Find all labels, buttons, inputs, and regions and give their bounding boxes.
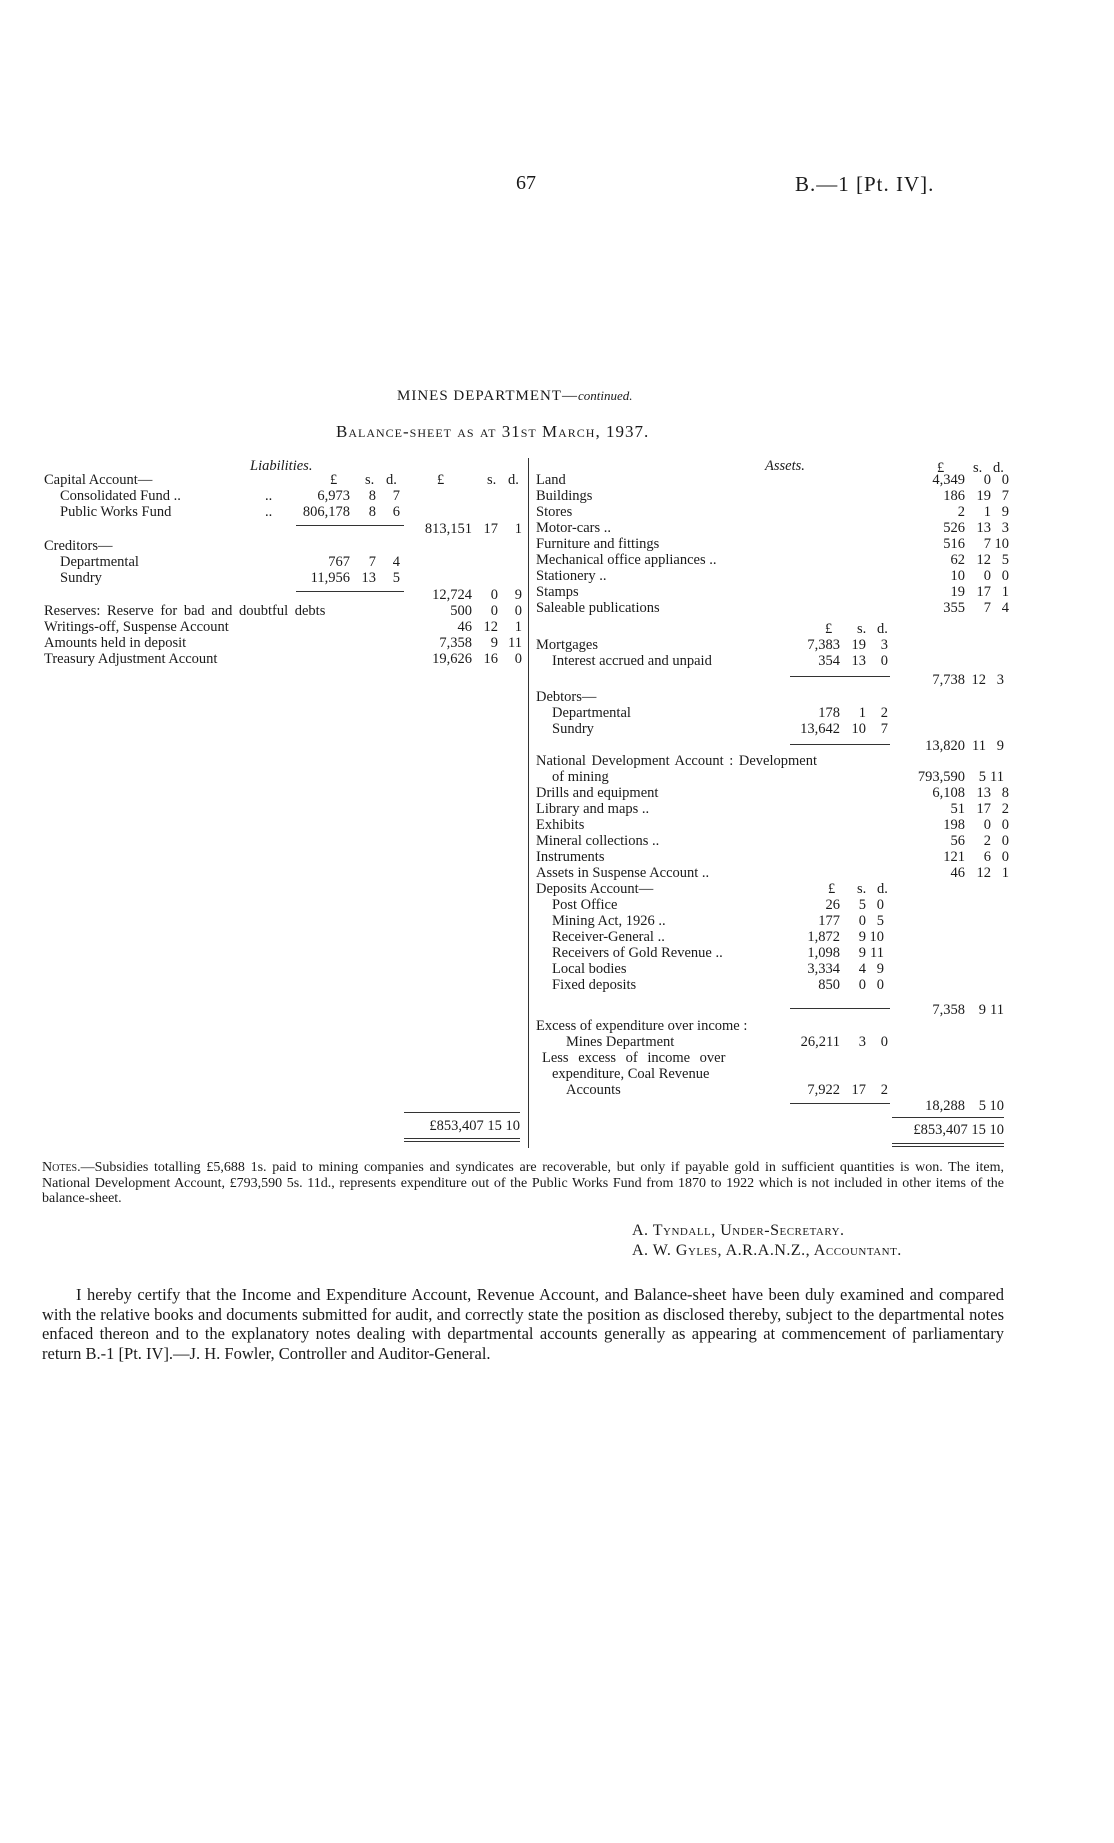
mortgages-col-pound: £ xyxy=(825,621,833,637)
mines-department-pounds: 26,211 xyxy=(800,1034,840,1050)
mortgages-pounds: 7,383 xyxy=(807,637,840,653)
interest-label: Interest accrued and unpaid xyxy=(552,653,712,669)
mines-department-label: Mines Department xyxy=(566,1034,675,1050)
deposits-total-shillings: 9 xyxy=(978,1002,986,1018)
leader-dots: .. xyxy=(265,504,273,520)
deposit-row-pounds: 1,098 xyxy=(807,945,840,961)
capital-total-shillings: 17 xyxy=(483,521,498,537)
mortgages-label: Mortgages xyxy=(536,637,599,653)
subtotal-rule xyxy=(296,525,404,526)
public-works-fund-pounds: 806,178 xyxy=(302,504,350,520)
liab-total-col-d: d. xyxy=(508,472,519,488)
asset-row-pence: 0 xyxy=(1001,472,1009,488)
interest-pounds: 354 xyxy=(818,653,840,669)
leader-dots: .. xyxy=(265,488,273,504)
consolidated-fund-label: Consolidated Fund .. xyxy=(60,488,181,504)
deposit-row-shillings: 9 xyxy=(858,945,866,961)
debtors-departmental-pounds: 178 xyxy=(818,705,840,721)
debtors-sundry-pence: 7 xyxy=(880,721,888,737)
asset-row-label: Exhibits xyxy=(536,817,585,833)
asset-row-shillings: 0 xyxy=(983,568,991,584)
deposits-col-pound: £ xyxy=(828,881,836,897)
subtotal-rule xyxy=(790,1008,890,1009)
deposit-row-shillings: 9 xyxy=(858,929,866,945)
mortgages-total-shillings: 12 xyxy=(971,672,986,688)
deposit-row-shillings: 0 xyxy=(858,913,866,929)
asset-row-shillings: 7 xyxy=(983,536,991,552)
asset-row-shillings: 0 xyxy=(983,817,991,833)
asset-row-pounds: 56 xyxy=(950,833,965,849)
asset-row-shillings: 7 xyxy=(983,600,991,616)
nda-label-line2: of mining xyxy=(552,769,609,785)
asset-row-pence: 5 xyxy=(1001,552,1009,568)
creditors-sundry-label: Sundry xyxy=(60,570,102,586)
deposit-row-pence: 9 xyxy=(876,961,884,977)
liab-col-pound: £ xyxy=(330,472,338,488)
deposit-row-pounds: 177 xyxy=(818,913,840,929)
asset-row-shillings: 17 xyxy=(976,801,991,817)
deposit-row-shillings: 4 xyxy=(858,961,866,977)
assets-col-d: d. xyxy=(993,460,1004,476)
creditors-departmental-pounds: 767 xyxy=(328,554,350,570)
capital-total-pence: 1 xyxy=(514,521,522,537)
asset-row-pence: 10 xyxy=(994,536,1009,552)
writings-off-shillings: 12 xyxy=(483,619,498,635)
debtors-departmental-shillings: 1 xyxy=(858,705,866,721)
asset-row-shillings: 6 xyxy=(983,849,991,865)
asset-row-label: Instruments xyxy=(536,849,605,865)
double-rule xyxy=(404,1138,520,1139)
capital-account-label: Capital Account— xyxy=(44,472,153,488)
asset-row-pence: 9 xyxy=(1001,504,1009,520)
deposit-row-label: Receivers of Gold Revenue .. xyxy=(552,945,723,961)
column-divider xyxy=(528,458,529,1148)
asset-row-label: Mineral collections .. xyxy=(536,833,660,849)
deposit-label: Amounts held in deposit xyxy=(44,635,187,651)
deposit-pounds: 7,358 xyxy=(439,635,472,651)
assets-col-pound: £ xyxy=(937,460,945,476)
public-works-fund-pence: 6 xyxy=(392,504,400,520)
less-excess-pence: 2 xyxy=(880,1082,888,1098)
debtors-total-shillings: 11 xyxy=(972,738,986,754)
treasury-pence: 0 xyxy=(514,651,522,667)
double-rule xyxy=(892,1146,1004,1147)
nda-label-line1: National Development Account : Development xyxy=(536,753,818,769)
public-works-fund-shillings: 8 xyxy=(368,504,376,520)
deposit-row-pence: 11 xyxy=(870,945,884,961)
mortgages-total-pence: 3 xyxy=(996,672,1004,688)
asset-row-shillings: 13 xyxy=(976,520,991,536)
mortgages-col-d: d. xyxy=(877,621,888,637)
debtors-departmental-label: Departmental xyxy=(552,705,631,721)
signature-accountant: A. W. Gyles, A.R.A.N.Z., Accountant. xyxy=(632,1242,902,1259)
deposits-col-s: s. xyxy=(857,881,867,897)
treasury-pounds: 19,626 xyxy=(432,651,472,667)
liab-total-col-pound: £ xyxy=(437,472,445,488)
nda-shillings: 5 xyxy=(978,769,986,785)
creditors-sundry-pence: 5 xyxy=(392,570,400,586)
deposit-row-label: Local bodies xyxy=(552,961,627,977)
asset-row-pence: 8 xyxy=(1001,785,1009,801)
asset-row-label: Library and maps .. xyxy=(536,801,650,817)
deposit-row-shillings: 5 xyxy=(858,897,866,913)
balance-sheet-title: Balance-sheet as at 31st March, 1937. xyxy=(336,422,650,441)
deposit-row-pounds: 850 xyxy=(818,977,840,993)
creditors-departmental-label: Departmental xyxy=(60,554,139,570)
deposit-row-pence: 0 xyxy=(876,897,884,913)
liabilities-grand-total: £853,407 15 10 xyxy=(429,1118,520,1134)
excess-label: Excess of expenditure over income : xyxy=(536,1018,748,1034)
asset-row-label: Stores xyxy=(536,504,573,520)
deposits-total-pounds: 7,358 xyxy=(932,1002,965,1018)
creditors-departmental-shillings: 7 xyxy=(368,554,376,570)
interest-shillings: 13 xyxy=(851,653,866,669)
reserves-shillings: 0 xyxy=(490,603,498,619)
deposit-pence: 11 xyxy=(508,635,522,651)
less-excess-line3: Accounts xyxy=(566,1082,621,1098)
asset-row-label: Stamps xyxy=(536,584,579,600)
assets-col-s: s. xyxy=(973,460,983,476)
treasury-shillings: 16 xyxy=(483,651,498,667)
treasury-label: Treasury Adjustment Account xyxy=(44,651,218,667)
asset-row-pounds: 526 xyxy=(943,520,965,536)
mines-department-shillings: 3 xyxy=(858,1034,866,1050)
deposits-account-label: Deposits Account— xyxy=(536,881,654,897)
creditors-departmental-pence: 4 xyxy=(392,554,400,570)
consolidated-fund-pounds: 6,973 xyxy=(317,488,350,504)
capital-total-pounds: 813,151 xyxy=(424,521,472,537)
debtors-sundry-pounds: 13,642 xyxy=(800,721,840,737)
creditors-total-pounds: 12,724 xyxy=(432,587,472,603)
excess-total-pounds: 18,288 xyxy=(925,1098,965,1114)
page-number: 67 xyxy=(516,172,536,194)
interest-pence: 0 xyxy=(880,653,888,669)
asset-row-pounds: 62 xyxy=(950,552,965,568)
less-excess-line2: expenditure, Coal Revenue xyxy=(552,1066,710,1082)
asset-row-pounds: 516 xyxy=(943,536,965,552)
department-continued: continued. xyxy=(577,388,633,403)
less-excess-pounds: 7,922 xyxy=(807,1082,840,1098)
debtors-total-pounds: 13,820 xyxy=(925,738,965,754)
deposit-row-label: Fixed deposits xyxy=(552,977,637,993)
asset-row-pence: 3 xyxy=(1001,520,1009,536)
asset-row-pounds: 51 xyxy=(950,801,965,817)
writings-off-pence: 1 xyxy=(514,619,522,635)
asset-row-label: Land xyxy=(536,472,566,488)
notes-lead: Notes. xyxy=(42,1160,81,1175)
subtotal-rule xyxy=(790,1103,890,1104)
asset-row-shillings: 1 xyxy=(983,504,991,520)
liab-col-s: s. xyxy=(365,472,375,488)
asset-row-pence: 2 xyxy=(1001,801,1009,817)
nda-pence: 11 xyxy=(990,769,1004,785)
mortgages-pence: 3 xyxy=(880,637,888,653)
asset-row-shillings: 0 xyxy=(983,472,991,488)
deposit-row-pence: 0 xyxy=(876,977,884,993)
liab-total-col-s: s. xyxy=(487,472,497,488)
debtors-sundry-shillings: 10 xyxy=(851,721,866,737)
deposit-row-label: Mining Act, 1926 .. xyxy=(552,913,666,929)
creditors-sundry-pounds: 11,956 xyxy=(310,570,350,586)
deposit-shillings: 9 xyxy=(490,635,498,651)
asset-row-pounds: 6,108 xyxy=(932,785,965,801)
asset-row-pounds: 198 xyxy=(943,817,965,833)
liab-col-d: d. xyxy=(386,472,397,488)
deposit-row-shillings: 0 xyxy=(858,977,866,993)
document-reference: B.—1 [Pt. IV]. xyxy=(795,172,935,196)
nda-pounds: 793,590 xyxy=(917,769,965,785)
asset-row-pence: 1 xyxy=(1001,584,1009,600)
asset-row-shillings: 13 xyxy=(976,785,991,801)
liabilities-heading: Liabilities. xyxy=(250,458,313,474)
reserves-pence: 0 xyxy=(514,603,522,619)
deposit-row-pence: 5 xyxy=(876,913,884,929)
reserves-label: Reserves: Reserve for bad and doubtful debts xyxy=(44,603,326,619)
asset-row-pounds: 186 xyxy=(943,488,965,504)
creditors-label: Creditors— xyxy=(44,538,113,554)
double-rule xyxy=(892,1143,1004,1144)
total-rule xyxy=(892,1117,1004,1118)
deposits-col-d: d. xyxy=(877,881,888,897)
department-title xyxy=(397,388,633,405)
asset-row-pence: 0 xyxy=(1001,849,1009,865)
asset-row-pounds: 10 xyxy=(950,568,965,584)
creditors-total-pence: 9 xyxy=(514,587,522,603)
writings-off-label: Writings-off, Suspense Account xyxy=(44,619,229,635)
deposit-row-pence: 10 xyxy=(869,929,884,945)
asset-row-label: Buildings xyxy=(536,488,593,504)
debtors-sundry-label: Sundry xyxy=(552,721,594,737)
asset-row-label: Saleable publications xyxy=(536,600,660,616)
reserves-pounds: 500 xyxy=(450,603,472,619)
deposit-row-label: Post Office xyxy=(552,897,618,913)
asset-row-shillings: 2 xyxy=(983,833,991,849)
asset-row-pence: 0 xyxy=(1001,568,1009,584)
total-rule xyxy=(404,1112,520,1113)
deposit-row-pounds: 1,872 xyxy=(807,929,840,945)
creditors-sundry-shillings: 13 xyxy=(361,570,376,586)
asset-row-shillings: 17 xyxy=(976,584,991,600)
asset-row-pence: 7 xyxy=(1001,488,1009,504)
consolidated-fund-shillings: 8 xyxy=(368,488,376,504)
asset-row-label: Mechanical office appliances .. xyxy=(536,552,717,568)
less-excess-line1: Less excess of income over xyxy=(542,1050,726,1066)
asset-row-label: Drills and equipment xyxy=(536,785,659,801)
mortgages-shillings: 19 xyxy=(851,637,866,653)
debtors-label: Debtors— xyxy=(536,689,597,705)
asset-row-label: Assets in Suspense Account .. xyxy=(536,865,710,881)
audit-certificate: I hereby certify that the Income and Expenditure Account, Revenue Account, and Balance-sheet have been duly examined and compared with the relative books and documents submitted for audit, and correctly state the position as disclosed thereby, subject to the departmental notes enfaced thereon and to the explanatory notes dealing with departmental accounts generally as appearing at commencement of parliamentary return B.-1 [Pt. IV].—J. H. Fowler, Controller and Auditor-General. xyxy=(42,1285,1004,1363)
deposits-total-pence: 11 xyxy=(990,1002,1004,1018)
public-works-fund-label: Public Works Fund xyxy=(60,504,172,520)
notes xyxy=(42,1160,1004,1207)
deposit-row-label: Receiver-General .. xyxy=(552,929,665,945)
mortgages-total-pounds: 7,738 xyxy=(932,672,965,688)
less-excess-shillings: 17 xyxy=(851,1082,866,1098)
asset-row-pounds: 46 xyxy=(950,865,965,881)
debtors-total-pence: 9 xyxy=(996,738,1004,754)
asset-row-pence: 1 xyxy=(1001,865,1009,881)
asset-row-shillings: 12 xyxy=(976,552,991,568)
asset-row-pence: 0 xyxy=(1001,817,1009,833)
asset-row-label: Furniture and fittings xyxy=(536,536,660,552)
asset-row-pounds: 121 xyxy=(943,849,965,865)
deposit-row-pounds: 3,334 xyxy=(807,961,840,977)
creditors-total-shillings: 0 xyxy=(490,587,498,603)
assets-grand-total: £853,407 15 10 xyxy=(913,1122,1004,1138)
subtotal-rule xyxy=(296,591,404,592)
mortgages-col-s: s. xyxy=(857,621,867,637)
notes-text: —Subsidies totalling £5,688 1s. paid to mining companies and syndicates are recoverable, but only if payable gold in sufficient quantities is won. The item, National Development Account, £793,590 5s. 11d., represents expenditure out of the Public Works Fund from 1870 to 1922 which is not included in other items of the balance-sheet. xyxy=(42,1160,1004,1206)
debtors-departmental-pence: 2 xyxy=(880,705,888,721)
asset-row-label: Motor-cars .. xyxy=(536,520,612,536)
asset-row-label: Stationery .. xyxy=(536,568,607,584)
excess-total-shillings: 5 xyxy=(978,1098,986,1114)
assets-heading: Assets. xyxy=(765,458,805,474)
asset-row-pence: 4 xyxy=(1001,600,1009,616)
subtotal-rule xyxy=(790,676,890,677)
asset-row-shillings: 19 xyxy=(976,488,991,504)
asset-row-pounds: 355 xyxy=(943,600,965,616)
mines-department-pence: 0 xyxy=(880,1034,888,1050)
asset-row-pence: 0 xyxy=(1001,833,1009,849)
department-name: MINES DEPARTMENT— xyxy=(397,388,578,404)
asset-row-pounds: 4,349 xyxy=(932,472,965,488)
signature-under-secretary: A. Tyndall, Under-Secretary. xyxy=(632,1222,845,1239)
asset-row-pounds: 19 xyxy=(950,584,965,600)
writings-off-pounds: 46 xyxy=(457,619,472,635)
subtotal-rule xyxy=(790,744,890,745)
double-rule xyxy=(404,1141,520,1142)
asset-row-pounds: 2 xyxy=(957,504,965,520)
consolidated-fund-pence: 7 xyxy=(392,488,400,504)
asset-row-shillings: 12 xyxy=(976,865,991,881)
deposit-row-pounds: 26 xyxy=(825,897,840,913)
excess-total-pence: 10 xyxy=(989,1098,1004,1114)
